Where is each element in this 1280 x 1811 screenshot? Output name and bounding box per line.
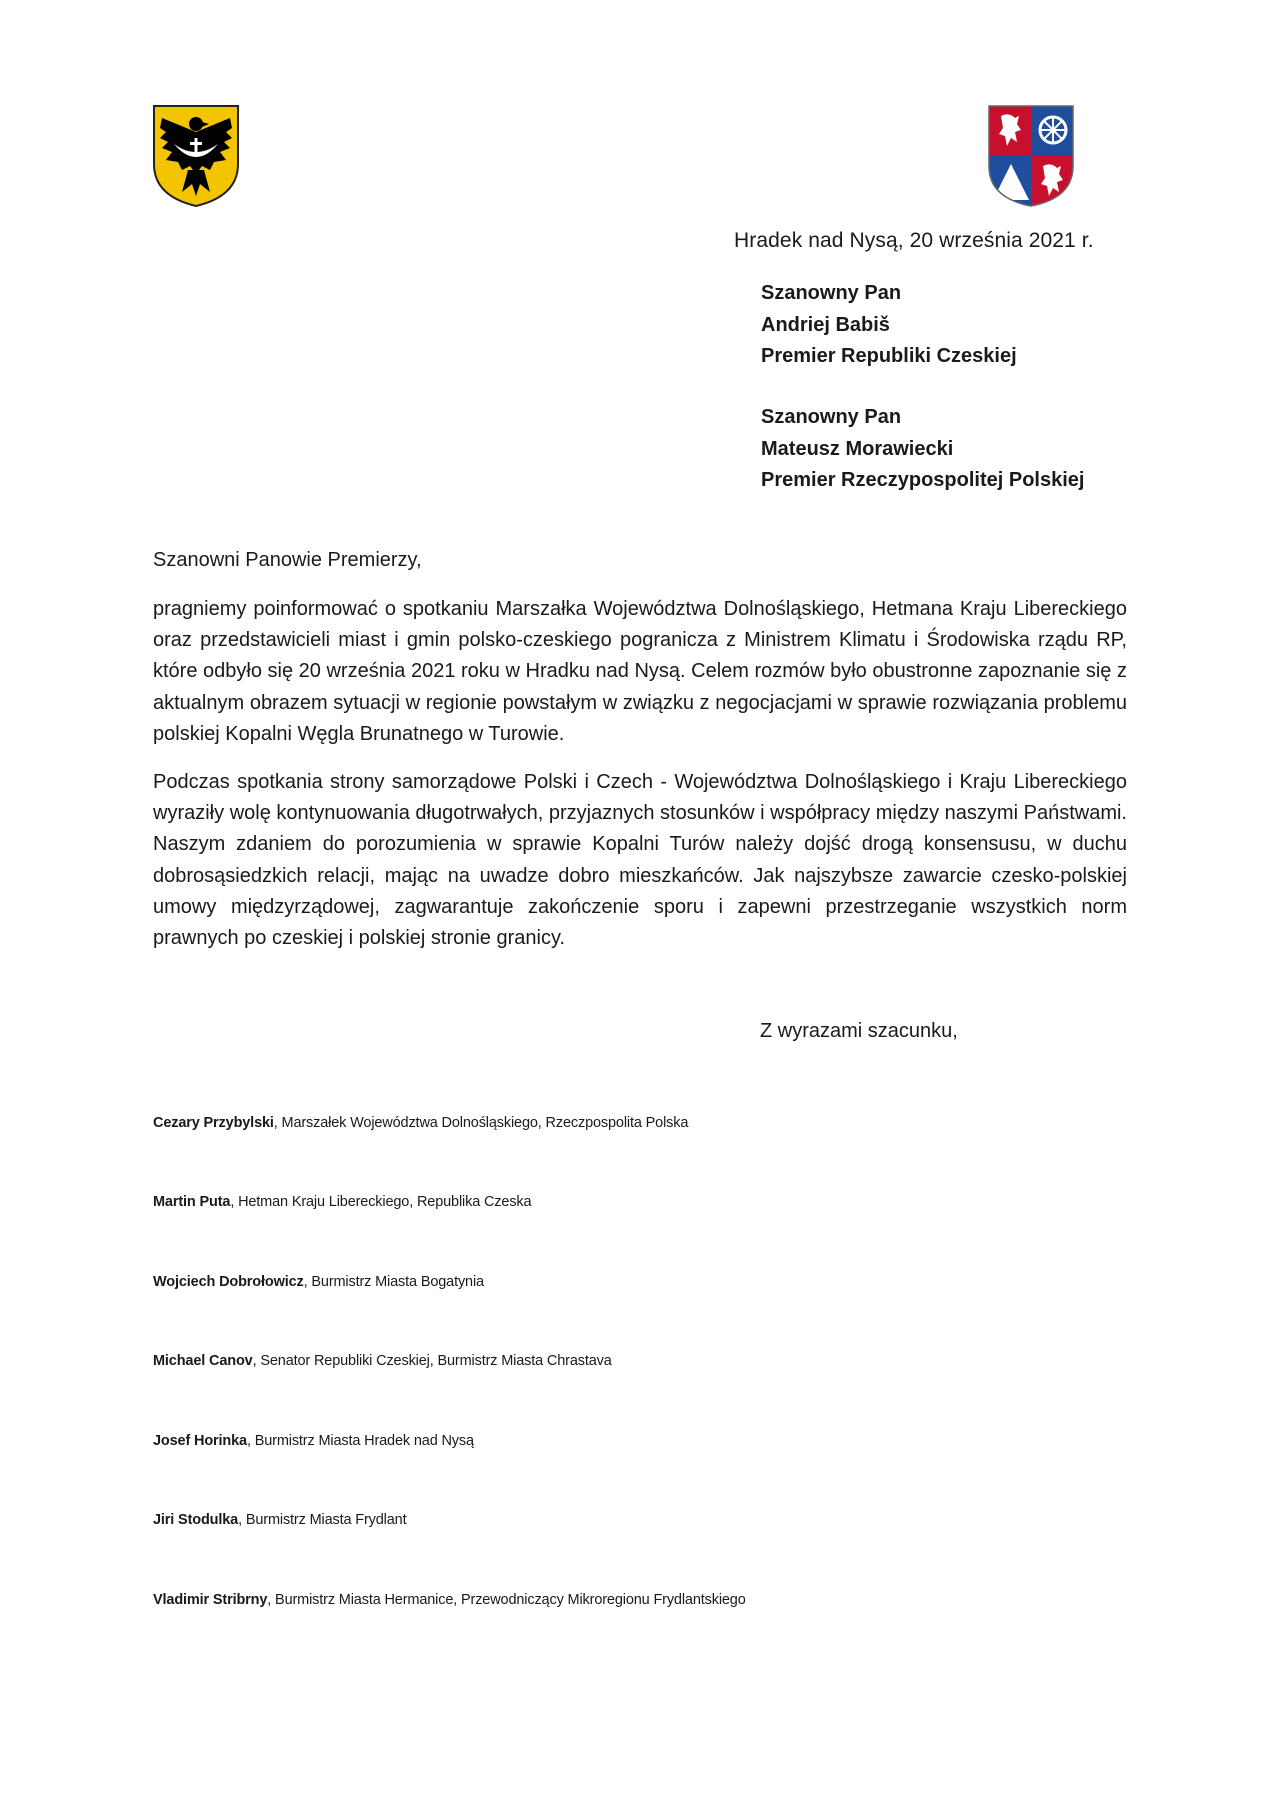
signatory-role: , Senator Republiki Czeskiej, Burmistrz Miasta Chrastava: [252, 1353, 612, 1369]
signatory-role: , Hetman Kraju Libereckiego, Republika Czeska: [230, 1194, 532, 1210]
signatory-line: [153, 1512, 406, 1536]
signatory-name: Jiri Stodulka: [153, 1512, 239, 1528]
signatory-line: [153, 1194, 531, 1218]
addressee-title: Premier Republiki Czeskiej: [761, 345, 1017, 367]
addressee-block: [761, 402, 1201, 497]
signatory-name: Michael Canov: [153, 1353, 253, 1369]
greeting: Szanowni Panowie Premierzy,: [153, 549, 422, 571]
signatory-role: , Burmistrz Miasta Frydlant: [238, 1512, 407, 1528]
addressee-block: [761, 278, 1201, 373]
body-paragraph: pragniemy poinformować o spotkaniu Marszałka Województwa Dolnośląskiego, Hetmana Kraju Libereckiego oraz przedstawicieli miast i gmin polsko-czeskiego pogranicza z Ministrem Klimatu i Środowiska rządu RP, które odbyło się 20 września 2021 roku w Hradku nad Nysą. Celem rozmów było obustronne zapoznanie się z aktualnym obrazem sytuacji w regionie powstałym w związku z negocjacjami w sprawie rozwiązania problemu polskiej Kopalni Węgla Brunatnego w Turowie.: [153, 598, 1127, 745]
signatory-name: Vladimir Stribrny: [153, 1592, 268, 1608]
lower-silesian-eagle-coat-of-arms-icon: [152, 104, 240, 208]
closing-phrase: Z wyrazami szacunku,: [760, 1020, 958, 1042]
body-paragraph: Podczas spotkania strony samorządowe Polski i Czech - Województwa Dolnośląskiego i Kraju Libereckiego wyraziły wolę kontynuowania długotrwałych, przyjaznych stosunków i współpracy między naszymi Państwami. Naszym zdaniem do porozumienia w sprawie Kopalni Turów należy dojść drogą konsensusu, w duchu dobrosąsiedzkich relacji, mając na uwadze dobro mieszkańców. Jak najszybsze zawarcie czesko-polskiej umowy międzyrządowej, zagwarantuje zakończenie sporu i zapewni przestrzeganie wszystkich norm prawnych po czeskiej i polskiej stronie granicy.: [153, 771, 1127, 950]
addressee-name: Mateusz Morawiecki: [761, 437, 954, 460]
signatory-role: , Burmistrz Miasta Hermanice, Przewodniczący Mikroregionu Frydlantskiego: [267, 1592, 746, 1608]
signatory-name: Martin Puta: [153, 1194, 231, 1210]
signatory-line: [153, 1274, 484, 1298]
signatory-line: [153, 1115, 688, 1139]
signatory-name: Cezary Przybylski: [153, 1115, 274, 1131]
signatory-role: , Marszałek Województwa Dolnośląskiego, Rzeczpospolita Polska: [273, 1115, 689, 1131]
addressee-name: Andriej Babiš: [761, 313, 890, 336]
liberec-region-coat-of-arms-icon: [987, 104, 1075, 208]
place-and-date: Hradek nad Nysą, 20 września 2021 r.: [734, 229, 1094, 252]
addressee-salutation: Szanowny Pan: [761, 282, 902, 304]
addressee-salutation: Szanowny Pan: [761, 406, 902, 428]
signatory-role: , Burmistrz Miasta Bogatynia: [303, 1274, 484, 1290]
signatory-role: , Burmistrz Miasta Hradek nad Nysą: [246, 1433, 474, 1449]
signatory-line: [153, 1592, 746, 1616]
signatory-line: [153, 1433, 474, 1457]
signatory-line: [153, 1353, 612, 1377]
addressee-title: Premier Rzeczypospolitej Polskiej: [761, 469, 1085, 491]
signatory-name: Wojciech Dobrołowicz: [153, 1274, 304, 1290]
signatory-name: Josef Horinka: [153, 1433, 247, 1449]
